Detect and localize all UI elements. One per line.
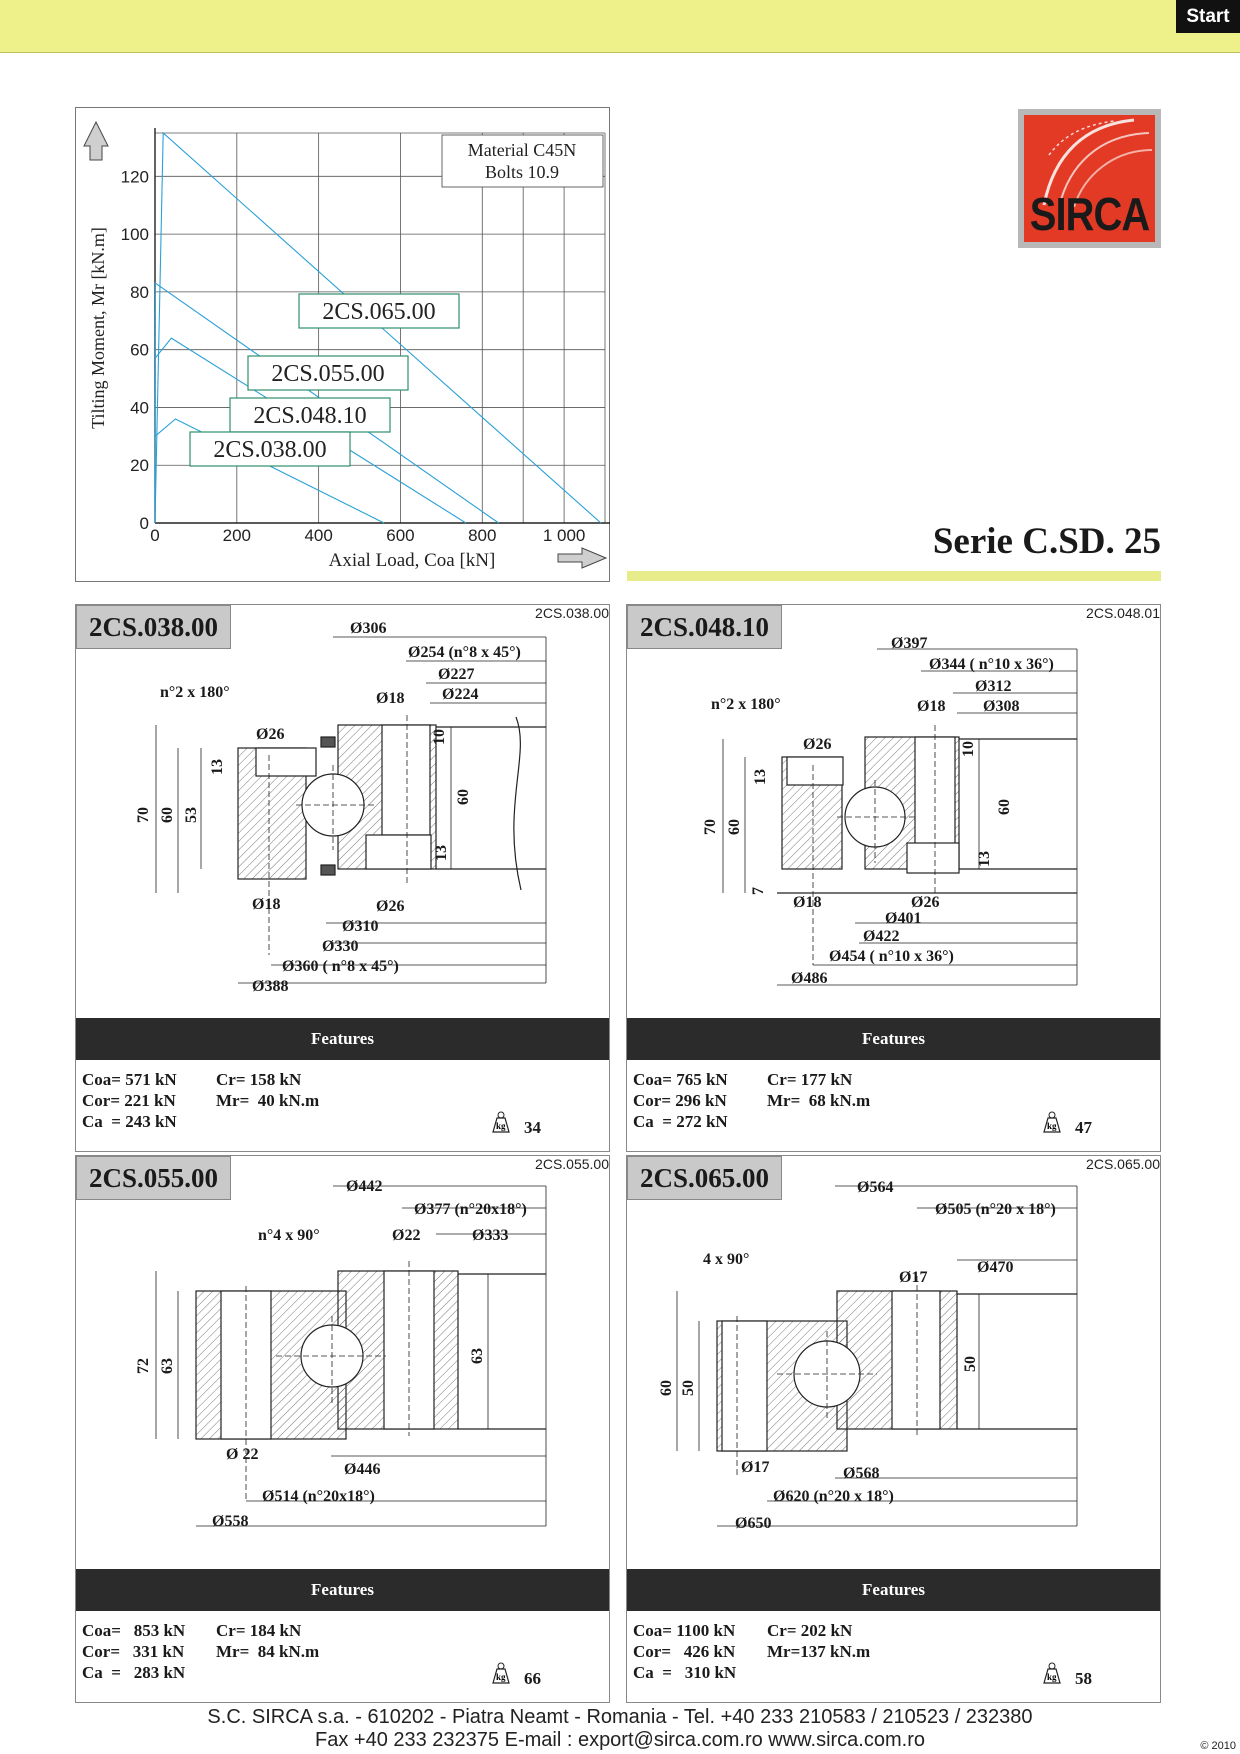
- x-axis-label: Axial Load, Coa [kN]: [328, 550, 496, 571]
- y-tick-label: 60: [130, 340, 149, 360]
- panel-2cs-055: [75, 1155, 610, 1703]
- spec-left: Coa= 853 kN Cor= 331 kN Ca = 283 kN: [82, 1621, 186, 1682]
- dim-label: 13: [752, 769, 769, 785]
- load-chart-svg: [76, 108, 611, 583]
- dim-label: 13: [209, 759, 226, 775]
- dim-label: Ø344 ( n°10 x 36°): [929, 656, 1054, 673]
- dim-label: 13: [976, 851, 993, 867]
- dim-label: Ø310: [342, 918, 379, 935]
- dim-label: Ø26: [803, 736, 832, 753]
- weight-icon: [1039, 1662, 1065, 1684]
- spec-right: Cr= 177 kN Mr= 68 kN.m: [767, 1070, 871, 1110]
- dim-label: Ø224: [442, 686, 479, 703]
- dim-label: Ø18: [252, 896, 281, 913]
- panel-code: 2CS.048.01: [1086, 605, 1160, 621]
- dim-label: 50: [962, 1356, 979, 1372]
- dim-label: Ø227: [438, 666, 475, 683]
- weight-icon: [488, 1662, 514, 1684]
- bearing-drawing: [76, 605, 609, 1015]
- panel-title: 2CS.065.00: [627, 1156, 782, 1200]
- bearing-drawing: [627, 1156, 1160, 1566]
- dim-label: Ø422: [863, 928, 900, 945]
- y-axis-arrow-icon: [84, 122, 108, 160]
- features-header: Features: [76, 1569, 609, 1611]
- x-tick-label: 0: [150, 526, 160, 545]
- load-chart: [75, 107, 610, 582]
- dim-label: 10: [960, 741, 977, 757]
- dim-label: 63: [469, 1348, 486, 1364]
- weight-unit: kg: [496, 1672, 506, 1682]
- weight-icon: [1039, 1111, 1065, 1133]
- panel-code: 2CS.065.00: [1086, 1156, 1160, 1172]
- dim-label: Ø330: [322, 938, 359, 955]
- features-header: Features: [76, 1018, 609, 1060]
- dim-label: Ø377 (n°20x18°): [414, 1201, 527, 1218]
- dim-label: 72: [135, 1358, 152, 1374]
- y-tick-label: 120: [120, 167, 149, 187]
- features-header: Features: [627, 1569, 1160, 1611]
- dim-label: 70: [135, 807, 152, 823]
- dim-label: 53: [183, 807, 200, 823]
- bearing-drawing: [76, 1156, 609, 1566]
- series-label: 2CS.048.10: [253, 403, 367, 429]
- dim-label: 60: [658, 1380, 675, 1396]
- x-tick-label: 400: [304, 526, 333, 545]
- weight-value: 47: [1075, 1118, 1092, 1137]
- dim-label: Ø17: [741, 1459, 770, 1476]
- dim-label: 60: [159, 807, 176, 823]
- dim-label: Ø442: [346, 1178, 383, 1195]
- weight-value: 66: [524, 1669, 541, 1688]
- dim-label: Ø254 (n°8 x 45°): [408, 644, 521, 661]
- features-header: Features: [627, 1018, 1160, 1060]
- dim-label: Ø26: [911, 894, 940, 911]
- start-button[interactable]: Start: [1176, 0, 1240, 33]
- copyright: © 2010: [1200, 1740, 1236, 1752]
- top-bar: [0, 0, 1240, 53]
- dim-label: n°2 x 180°: [160, 684, 230, 701]
- spec-right: Cr= 184 kN Mr= 84 kN.m: [216, 1621, 320, 1661]
- dim-label: Ø568: [843, 1465, 880, 1482]
- panel-title: 2CS.038.00: [76, 605, 231, 649]
- panel-2cs-038: [75, 604, 610, 1152]
- dim-label: Ø26: [256, 726, 285, 743]
- footer-address: S.C. SIRCA s.a. - 610202 - Piatra Neamt - Romania - Tel. +40 233 210583 / 210523 / 232380: [207, 1706, 1033, 1728]
- dim-label: 60: [996, 799, 1013, 815]
- bearing-drawing: [627, 605, 1160, 1015]
- dim-label: Ø446: [344, 1461, 381, 1478]
- weight-value: 34: [524, 1118, 541, 1137]
- panel-code: 2CS.055.00: [535, 1156, 609, 1172]
- spec-left: Coa= 765 kN Cor= 296 kN Ca = 272 kN: [633, 1070, 728, 1131]
- spec-left: Coa= 1100 kN Cor= 426 kN Ca = 310 kN: [633, 1621, 737, 1682]
- dim-label: 4 x 90°: [703, 1251, 750, 1268]
- dim-label: Ø333: [472, 1227, 509, 1244]
- dim-label: Ø18: [376, 690, 405, 707]
- dim-label: Ø486: [791, 970, 828, 987]
- dim-label: Ø18: [793, 894, 822, 911]
- spec-right: Cr= 158 kN Mr= 40 kN.m: [216, 1070, 320, 1110]
- dim-label: 63: [159, 1358, 176, 1374]
- dim-label: Ø397: [891, 635, 928, 652]
- dim-label: Ø312: [975, 678, 1012, 695]
- series-label: 2CS.065.00: [322, 299, 436, 325]
- series-label: 2CS.055.00: [271, 361, 385, 387]
- y-tick-label: 100: [120, 225, 149, 245]
- y-tick-label: 40: [130, 398, 149, 418]
- dim-label: 10: [431, 729, 448, 745]
- dim-label: Ø470: [977, 1259, 1014, 1276]
- dim-label: Ø650: [735, 1515, 772, 1532]
- serie-underline: [627, 571, 1161, 581]
- panel-title: 2CS.048.10: [627, 605, 782, 649]
- y-tick-label: 80: [130, 282, 149, 302]
- dim-label: 50: [680, 1380, 697, 1396]
- dim-label: Ø18: [917, 698, 946, 715]
- dim-label: 60: [726, 819, 743, 835]
- panel-title: 2CS.055.00: [76, 1156, 231, 1200]
- serie-title: Serie C.SD. 25: [932, 521, 1161, 562]
- dim-label: Ø388: [252, 978, 289, 995]
- dim-label: Ø454 ( n°10 x 36°): [829, 948, 954, 965]
- weight-value: 58: [1075, 1669, 1092, 1688]
- y-tick-label: 0: [139, 514, 149, 533]
- weight-unit: kg: [1047, 1672, 1057, 1682]
- dim-label: Ø360 ( n°8 x 45°): [282, 958, 399, 975]
- dim-label: Ø558: [212, 1513, 249, 1530]
- y-axis-label: Tilting Moment, Mr [kN.m]: [88, 227, 108, 429]
- dim-label: Ø308: [983, 698, 1020, 715]
- panel-2cs-048: [626, 604, 1161, 1152]
- x-tick-label: 800: [468, 526, 497, 545]
- panel-code: 2CS.038.00: [535, 605, 609, 621]
- dim-label: 13: [433, 845, 450, 861]
- dim-label: Ø22: [392, 1227, 421, 1244]
- dim-label: Ø514 (n°20x18°): [262, 1488, 375, 1505]
- dim-label: Ø564: [857, 1179, 894, 1196]
- dim-label: Ø17: [899, 1269, 928, 1286]
- x-tick-label: 200: [222, 526, 252, 545]
- weight-icon: [488, 1111, 514, 1133]
- dim-label: Ø505 (n°20 x 18°): [935, 1201, 1056, 1218]
- dim-label: 7: [750, 887, 767, 895]
- dim-label: Ø26: [376, 898, 405, 915]
- footer-contact: Fax +40 233 232375 E-mail : export@sirca.com.ro www.sirca.com.ro: [315, 1729, 925, 1751]
- weight-unit: kg: [496, 1121, 506, 1131]
- weight-unit: kg: [1047, 1121, 1057, 1131]
- dim-label: 60: [455, 789, 472, 805]
- sirca-logo: [1018, 109, 1161, 248]
- spec-left: Coa= 571 kN Cor= 221 kN Ca = 243 kN: [82, 1070, 177, 1131]
- logo-text: SIRCA: [1029, 189, 1150, 241]
- legend-line: Bolts 10.9: [484, 162, 560, 182]
- x-axis-arrow-icon: [558, 548, 606, 568]
- series-label: 2CS.038.00: [213, 437, 327, 463]
- dim-label: 70: [702, 819, 719, 835]
- x-tick-label: 600: [386, 526, 415, 545]
- spec-right: Cr= 202 kN Mr=137 kN.m: [767, 1621, 871, 1661]
- dim-label: n°4 x 90°: [258, 1227, 320, 1244]
- dim-label: Ø401: [885, 910, 922, 927]
- dim-label: n°2 x 180°: [711, 696, 781, 713]
- dim-label: Ø 22: [226, 1446, 259, 1463]
- panel-2cs-065: [626, 1155, 1161, 1703]
- legend-line: Material C45N: [467, 140, 577, 160]
- y-tick-label: 20: [130, 456, 149, 476]
- dim-label: Ø306: [350, 620, 387, 637]
- x-tick-label: 1 000: [542, 526, 586, 545]
- dim-label: Ø620 (n°20 x 18°): [773, 1488, 894, 1505]
